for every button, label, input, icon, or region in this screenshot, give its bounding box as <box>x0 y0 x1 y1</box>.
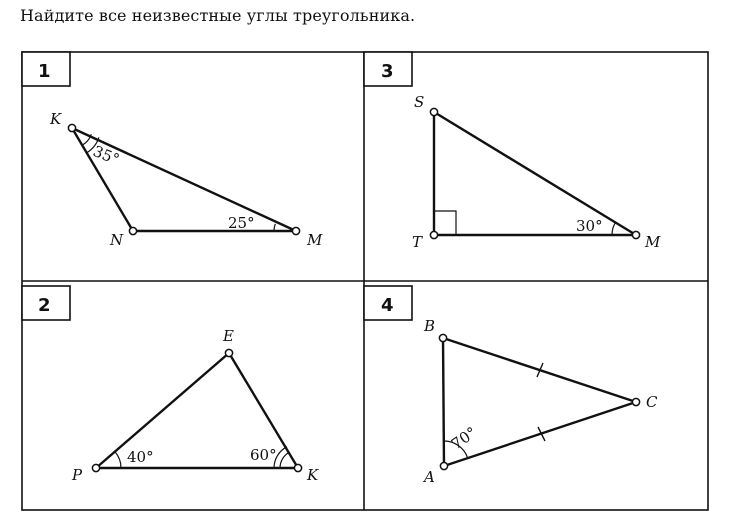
problem-panel-1 <box>22 52 323 249</box>
vertex-point <box>292 227 299 234</box>
vertex-label: S <box>414 93 425 111</box>
problem-number: 3 <box>381 61 394 82</box>
angle-arc-K <box>280 452 290 468</box>
angle-label: 35° <box>90 142 122 169</box>
angle-arc-P <box>115 452 121 468</box>
vertex-label: A <box>424 468 435 486</box>
problem-panel-3 <box>364 52 661 251</box>
vertex-point <box>68 124 75 131</box>
problem-panel-2 <box>22 286 319 484</box>
vertex-point <box>440 462 447 469</box>
vertex-point <box>632 398 639 405</box>
angle-label: 70° <box>447 423 481 454</box>
triangle-BCA <box>443 338 636 466</box>
vertex-point <box>430 108 437 115</box>
triangle-STM <box>434 112 636 235</box>
problem-panel-4 <box>364 286 658 486</box>
vertex-point <box>294 464 301 471</box>
task-instruction: Найдите все неизвестные углы треугольника. <box>20 6 416 25</box>
problem-grid <box>22 52 708 510</box>
vertex-point <box>225 349 232 356</box>
vertex-label: M <box>645 233 661 251</box>
vertex-label: T <box>412 233 423 251</box>
problem-number: 4 <box>381 295 394 316</box>
problem-number: 1 <box>38 61 51 82</box>
vertex-label: P <box>72 466 83 484</box>
right-angle-mark <box>434 211 456 235</box>
problem-number: 2 <box>38 295 51 316</box>
triangle-KNM <box>72 128 296 231</box>
vertex-label: N <box>110 231 124 249</box>
angle-label: 60° <box>250 446 277 464</box>
vertex-label: M <box>307 231 323 249</box>
angle-label: 40° <box>127 448 154 466</box>
vertex-label: C <box>646 393 658 411</box>
vertex-point <box>92 464 99 471</box>
vertex-label: B <box>424 317 436 335</box>
vertex-point <box>129 227 136 234</box>
vertex-point <box>439 334 446 341</box>
vertex-label: K <box>307 466 319 484</box>
vertex-point <box>430 231 437 238</box>
vertex-label: K <box>50 110 62 128</box>
vertex-label: E <box>223 327 234 345</box>
angle-arc-M <box>612 223 615 236</box>
vertex-point <box>632 231 639 238</box>
angle-label: 25° <box>228 214 255 232</box>
angle-label: 30° <box>576 217 603 235</box>
